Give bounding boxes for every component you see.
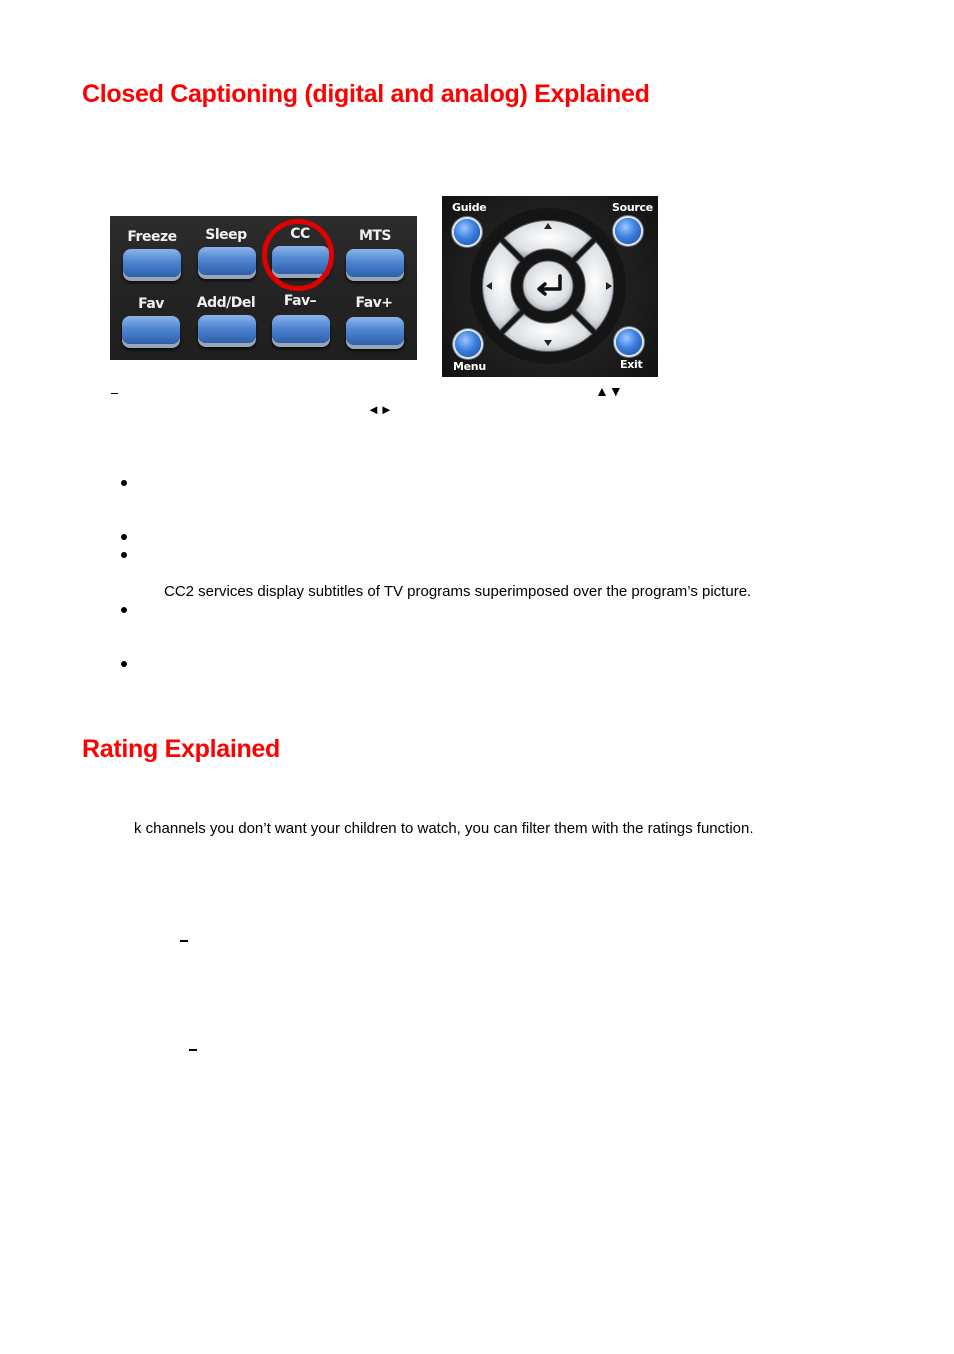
cc-highlight-circle — [262, 219, 334, 291]
ratings-filter-text: k channels you don’t want your children to watch, you can filter them with the ratings function. — [134, 820, 754, 837]
closed-captioning-heading: Closed Captioning (digital and analog) Explained — [82, 80, 650, 108]
rating-heading: Rating Explained — [82, 735, 281, 763]
exit-button[interactable] — [616, 329, 642, 355]
mts-button[interactable] — [346, 249, 404, 277]
fav-button[interactable] — [122, 316, 180, 344]
sleep-label: Sleep — [205, 227, 247, 243]
freeze-label: Freeze — [127, 229, 177, 245]
list-bullet — [121, 661, 127, 667]
guide-button[interactable] — [454, 219, 480, 245]
list-bullet — [121, 552, 127, 558]
freeze-button[interactable] — [123, 249, 181, 277]
cc2-services-text: CC2 services display subtitles of TV programs superimposed over the program’s picture. — [164, 583, 752, 600]
up-down-arrows-symbol: ▲▼ — [595, 383, 623, 399]
menu-label: Menu — [453, 360, 486, 373]
fav-label: Fav — [138, 296, 164, 312]
list-bullet — [121, 534, 127, 540]
fav-plus-button[interactable] — [346, 317, 404, 345]
fav-plus-label: Fav+ — [355, 295, 393, 311]
guide-label: Guide — [452, 201, 487, 214]
list-bullet — [121, 607, 127, 613]
fav-minus-label: Fav– — [283, 293, 317, 309]
mts-label: MTS — [358, 228, 392, 244]
left-right-arrows-symbol: ◄► — [367, 402, 393, 417]
fav-minus-button[interactable] — [272, 315, 330, 343]
navigation-pad-photo — [442, 196, 658, 377]
menu-button[interactable] — [455, 331, 481, 357]
dash-mark — [111, 393, 118, 394]
source-label: Source — [612, 201, 653, 214]
cc-label: CC — [290, 226, 310, 242]
dash-mark — [180, 940, 188, 942]
exit-label: Exit — [620, 358, 643, 371]
source-button[interactable] — [615, 218, 641, 244]
add-del-label: Add/Del — [196, 295, 256, 311]
remote-buttons-photo — [110, 216, 417, 360]
dash-mark — [189, 1049, 197, 1051]
enter-button — [523, 261, 573, 311]
add-del-button[interactable] — [198, 315, 256, 343]
list-bullet — [121, 480, 127, 486]
sleep-button[interactable] — [198, 247, 256, 275]
